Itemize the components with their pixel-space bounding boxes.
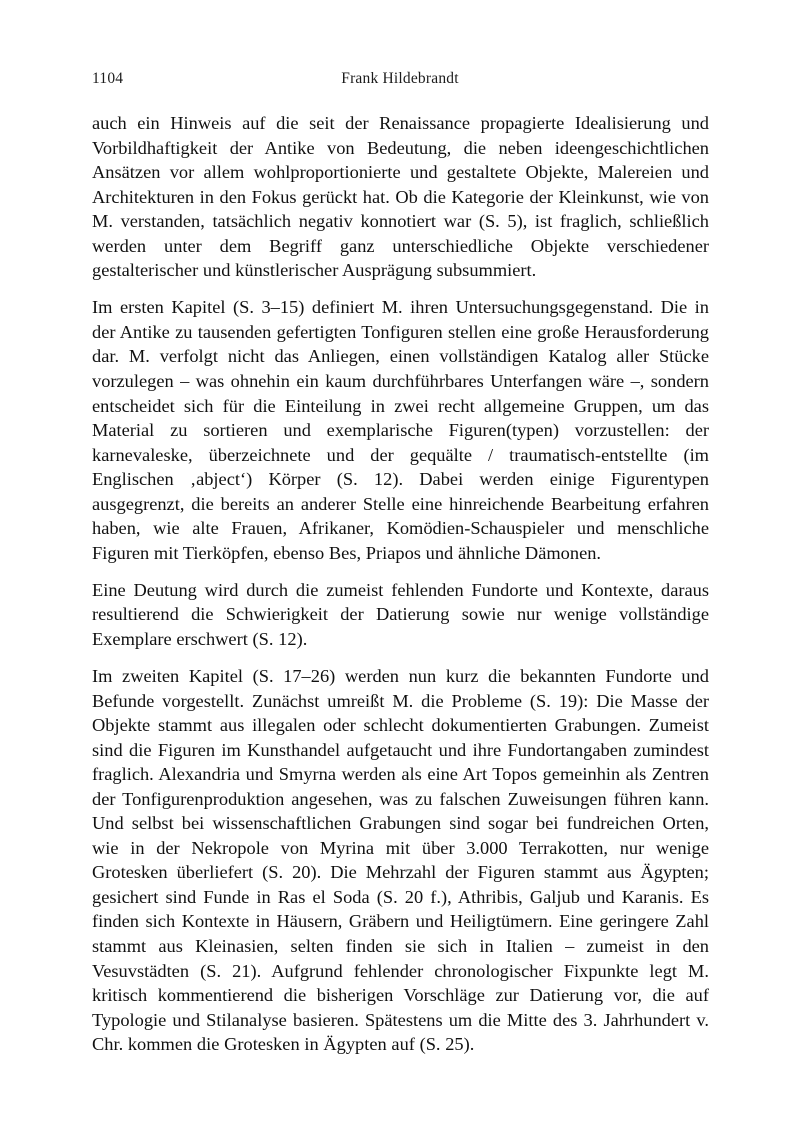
- running-head-title: Frank Hildebrandt: [341, 70, 459, 87]
- page-number: 1104: [92, 70, 124, 87]
- paragraph-3: Eine Deutung wird durch die zumeist fehlenden Fundorte und Kontexte, daraus resultierend die Schwierigkeit der Datierung sowie nur wenige vollständige Exemplare erschwert (S. 12).: [92, 579, 709, 649]
- running-head: [92, 68, 708, 90]
- body-text-block: [92, 111, 709, 1057]
- paragraph-4: Im zweiten Kapitel (S. 17–26) werden nun kurz die bekannten Fundorte und Befunde vorgestellt. Zunächst umreißt M. die Probleme (S. 19): Die Masse der Objekte stammt aus illegalen oder schlecht dokumentierten Grabungen. Zumeist sind die Figuren im Kunsthandel aufgetaucht und ihre Fundortangaben zumindest fraglich. Alexandria und Smyrna werden als eine Art Topos gemeinhin als Zentren der Tonfigurenproduktion angesehen, was zu falschen Zuweisungen führen kann. Und selbst bei wissenschaftlichen Grabungen sind sogar bei fundreichen Orten, wie in der Nekropole von Myrina mit über 3.000 Terrakotten, nur wenige Grotesken überliefert (S. 20). Die Mehrzahl der Figuren stammt aus Ägypten; gesichert sind Funde in Ras el Soda (S. 20 f.), Athribis, Galjub und Karanis. Es finden sich Kontexte in Häusern, Gräbern und Heiligtümern. Eine geringere Zahl stammt aus Kleinasien, selten finden sie sich in Italien – zumeist in den Vesuvstädten (S. 21). Aufgrund fehlender chronologischer Fixpunkte legt M. kritisch kommentierend die bisherigen Vorschläge zur Datierung vor, die auf Typologie und Stilanalyse basieren. Spätestens um die Mitte des 3. Jahrhundert v. Chr. kommen die Grotesken in Ägypten auf (S. 25).: [92, 665, 709, 1055]
- paragraph-2: Im ersten Kapitel (S. 3–15) definiert M. ihren Untersuchungsgegenstand. Die in der Antike zu tausenden gefertigten Tonfiguren stellen eine große Herausforderung dar. M. verfolgt nicht das Anliegen, einen vollständigen Katalog aller Stücke vorzulegen – was ohnehin ein kaum durchführbares Unterfangen wäre –, sondern entscheidet sich für die Einteilung in zwei recht allgemeine Gruppen, um das Material zu sortieren und exemplarische Figuren(typen) vorzustellen: der karnevaleske, überzeichnete und der gequälte / traumatisch-entstellte (im Englischen ‚abject‘) Körper (S. 12). Dabei werden einige Figurentypen ausgegrenzt, die bereits an anderer Stelle eine hinreichende Bearbeitung erfahren haben, wie alte Frauen, Afrikaner, Komödien-Schauspieler und menschliche Figuren mit Tierköpfen, ebenso Bes, Priapos und ähnliche Dämonen.: [92, 297, 709, 563]
- paragraph-1: auch ein Hinweis auf die seit der Renaissance propagierte Idealisierung und Vorbildhaftigkeit der Antike von Bedeutung, die neben ideengeschichtlichen Ansätzen vor allem wohlproportionierte und gestaltete Objekte, Malereien und Architekturen in den Fokus gerückt hat. Ob die Kategorie der Kleinkunst, wie von M. verstanden, tatsächlich negativ konnotiert war (S. 5), ist fraglich, schließlich werden unter dem Begriff ganz unterschiedliche Objekte verschiedener gestalterischer und künstlerischer Ausprägung subsummiert.: [92, 113, 709, 281]
